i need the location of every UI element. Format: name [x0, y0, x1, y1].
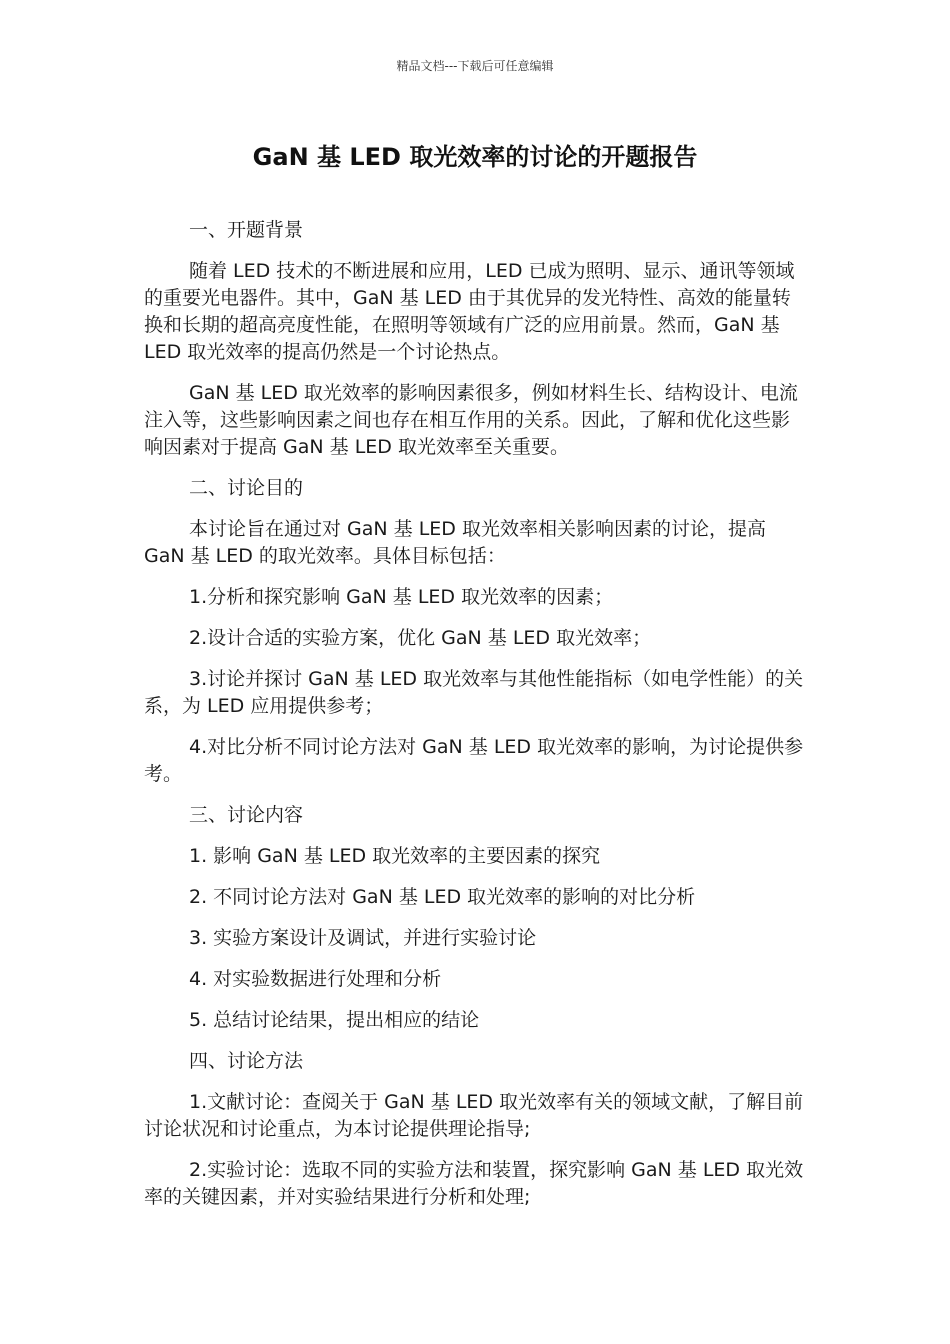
section-heading-methods: 四、讨论方法 — [189, 1050, 304, 1072]
document-body — [144, 217, 804, 1225]
purpose-item-3: 3.讨论并探讨 GaN 基 LED 取光效率与其他性能指标（如电学性能）的关系，为 LED 应用提供参考； — [144, 668, 804, 717]
content-item-1: 1. 影响 GaN 基 LED 取光效率的主要因素的探究 — [189, 845, 601, 867]
method-item-1: 1.文献讨论：查阅关于 GaN 基 LED 取光效率有关的领域文献，了解目前讨论状况和讨论重点，为本讨论提供理论指导; — [144, 1091, 804, 1140]
purpose-item-1: 1.分析和探究影响 GaN 基 LED 取光效率的因素； — [189, 586, 614, 608]
method-item-2: 2.实验讨论：选取不同的实验方法和装置，探究影响 GaN 基 LED 取光效率的关键因素，并对实验结果进行分析和处理; — [144, 1159, 804, 1208]
paragraph-purpose-intro: 本讨论旨在通过对 GaN 基 LED 取光效率相关影响因素的讨论，提高 GaN 基 LED 的取光效率。具体目标包括： — [144, 518, 766, 567]
content-item-5: 5. 总结讨论结果，提出相应的结论 — [189, 1009, 480, 1031]
section-heading-content: 三、讨论内容 — [189, 804, 304, 826]
page-header: 精品文档---下载后可任意编辑 — [396, 59, 554, 73]
paragraph-background-1: 随着 LED 技术的不断进展和应用，LED 已成为照明、显示、通讯等领域的重要光电器件。其中，GaN 基 LED 由于其优异的发光特性、高效的能量转换和长期的超高亮度性能，在照明等领域有广泛的应用前景。然而，GaN 基 LED 取光效率的提高仍然是一个讨论热点。 — [144, 260, 795, 363]
purpose-item-4: 4.对比分析不同讨论方法对 GaN 基 LED 取光效率的影响，为讨论提供参考。 — [144, 736, 804, 785]
content-item-3: 3. 实验方案设计及调试，并进行实验讨论 — [189, 927, 537, 949]
section-heading-purpose: 二、讨论目的 — [189, 477, 304, 499]
content-item-2: 2. 不同讨论方法对 GaN 基 LED 取光效率的影响的对比分析 — [189, 886, 696, 908]
section-heading-background: 一、开题背景 — [189, 219, 304, 241]
paragraph-background-2: GaN 基 LED 取光效率的影响因素很多，例如材料生长、结构设计、电流注入等，这些影响因素之间也存在相互作用的关系。因此，了解和优化这些影响因素对于提高 GaN 基 LED 取光效率至关重要。 — [144, 382, 798, 458]
document-title: GaN 基 LED 取光效率的讨论的开题报告 — [252, 143, 698, 171]
purpose-item-2: 2.设计合适的实验方案，优化 GaN 基 LED 取光效率； — [189, 627, 652, 649]
content-item-4: 4. 对实验数据进行处理和分析 — [189, 968, 442, 990]
